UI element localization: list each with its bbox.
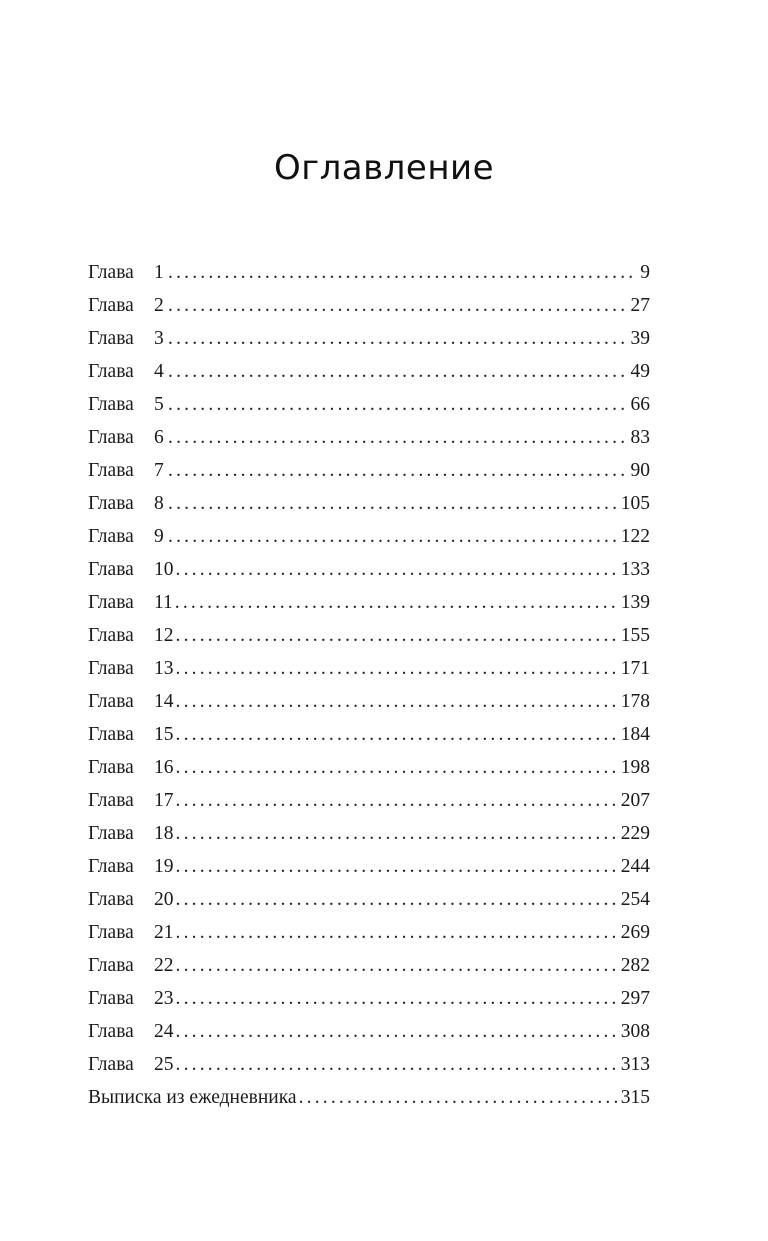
toc-entry[interactable] [88,916,650,949]
toc-entry-page-number: 297 [620,988,650,1009]
toc-entry-title: Глава [88,427,134,448]
toc-entry[interactable] [88,553,650,586]
table-of-contents [88,256,650,1114]
toc-entry[interactable] [88,520,650,553]
toc-entry-title: Глава [88,559,134,580]
toc-entry-page-number: 244 [620,856,650,877]
toc-entry-label [88,289,166,322]
toc-entry-label [88,1081,297,1114]
toc-entry[interactable] [88,883,650,916]
dot-leader [176,916,617,949]
toc-entry-chapter-number: 4 [154,361,164,382]
toc-entry-page-number: 105 [620,493,650,514]
toc-entry-chapter-number: 21 [154,922,174,943]
toc-entry-page-number: 171 [620,658,650,679]
toc-entry-title: Глава [88,889,134,910]
toc-entry-label [88,454,166,487]
toc-entry-chapter-number: 6 [154,427,164,448]
toc-entry-title: Глава [88,394,134,415]
toc-entry-label [88,652,174,685]
toc-entry-title: Глава [88,328,134,349]
toc-entry-page-number: 313 [620,1054,650,1075]
toc-entry[interactable] [88,652,650,685]
dot-leader [168,355,627,388]
toc-entry-chapter-number: 12 [154,625,174,646]
toc-entry-page-number: 229 [620,823,650,844]
toc-entry-page-number: 133 [620,559,650,580]
toc-entry-page-number: 139 [620,592,650,613]
toc-entry-chapter-number: 2 [154,295,164,316]
dot-leader [176,652,617,685]
toc-entry[interactable] [88,586,650,619]
dot-leader [176,1048,617,1081]
toc-entry-chapter-number: 15 [154,724,174,745]
toc-entry-chapter-number: 16 [154,757,174,778]
toc-entry-label [88,817,174,850]
toc-entry-chapter-number: 5 [154,394,164,415]
toc-entry-title: Глава [88,691,134,712]
toc-entry-label [88,784,174,817]
toc-entry[interactable] [88,1048,650,1081]
dot-leader [176,883,617,916]
toc-entry[interactable] [88,388,650,421]
toc-entry[interactable] [88,1015,650,1048]
dot-leader [168,487,617,520]
dot-leader [299,1081,617,1114]
toc-entry[interactable] [88,949,650,982]
toc-entry-chapter-number: 9 [154,526,164,547]
toc-entry-label [88,421,166,454]
toc-entry-title: Глава [88,856,134,877]
toc-entry-chapter-number: 17 [154,790,174,811]
dot-leader [168,388,627,421]
toc-entry-title: Выписка из ежедневника [88,1087,297,1108]
dot-leader [176,553,617,586]
toc-entry-label [88,553,174,586]
toc-entry-chapter-number: 18 [154,823,174,844]
toc-entry-page-number: 66 [630,394,650,415]
toc-entry-chapter-number: 3 [154,328,164,349]
toc-entry-title: Глава [88,724,134,745]
dot-leader [175,586,617,619]
dot-leader [168,256,636,289]
toc-entry-label [88,520,166,553]
toc-entry-title: Глава [88,823,134,844]
dot-leader [168,421,627,454]
toc-entry-title: Глава [88,361,134,382]
toc-entry-title: Глава [88,625,134,646]
toc-entry-label [88,1015,174,1048]
toc-entry-title: Глава [88,1054,134,1075]
toc-entry-label [88,1048,174,1081]
toc-entry-page-number: 178 [620,691,650,712]
toc-entry-label [88,487,166,520]
toc-entry[interactable] [88,784,650,817]
toc-entry-page-number: 282 [620,955,650,976]
toc-entry[interactable] [88,322,650,355]
toc-entry[interactable] [88,1081,650,1114]
toc-entry-page-number: 207 [620,790,650,811]
toc-entry-chapter-number: 10 [154,559,174,580]
toc-entry[interactable] [88,718,650,751]
toc-entry[interactable] [88,289,650,322]
toc-entry[interactable] [88,817,650,850]
toc-entry[interactable] [88,487,650,520]
toc-entry[interactable] [88,850,650,883]
toc-entry-page-number: 269 [620,922,650,943]
toc-entry-label [88,850,174,883]
toc-entry-chapter-number: 11 [154,592,173,613]
toc-entry-chapter-number: 7 [154,460,164,481]
toc-entry-label [88,685,174,718]
toc-entry-label [88,718,174,751]
dot-leader [176,718,617,751]
toc-entry-title: Глава [88,493,134,514]
page-title: Оглавление [273,148,495,188]
toc-entry-chapter-number: 13 [154,658,174,679]
toc-entry-page-number: 122 [620,526,650,547]
toc-entry-page-number: 155 [620,625,650,646]
toc-entry[interactable] [88,751,650,784]
toc-entry-chapter-number: 22 [154,955,174,976]
toc-entry-chapter-number: 8 [154,493,164,514]
toc-entry-label [88,751,174,784]
toc-entry-title: Глава [88,592,134,613]
toc-entry-label [88,883,174,916]
toc-entry-chapter-number: 14 [154,691,174,712]
toc-entry-title: Глава [88,988,134,1009]
toc-entry-label [88,256,166,289]
toc-entry-title: Глава [88,460,134,481]
dot-leader [176,751,617,784]
toc-entry-chapter-number: 19 [154,856,174,877]
dot-leader [176,619,617,652]
dot-leader [176,949,617,982]
toc-entry-page-number: 315 [620,1087,650,1108]
toc-entry-page-number: 254 [620,889,650,910]
toc-entry-page-number: 90 [630,460,650,481]
toc-entry-page-number: 83 [630,427,650,448]
dot-leader [176,685,617,718]
toc-entry-label [88,388,166,421]
toc-entry-page-number: 198 [620,757,650,778]
toc-entry-page-number: 9 [640,262,650,283]
dot-leader [168,289,627,322]
toc-entry-page-number: 184 [620,724,650,745]
toc-entry-page-number: 39 [630,328,650,349]
toc-entry-title: Глава [88,658,134,679]
toc-entry[interactable] [88,685,650,718]
toc-entry-chapter-number: 25 [154,1054,174,1075]
toc-entry-title: Глава [88,262,134,283]
toc-entry-title: Глава [88,922,134,943]
dot-leader [176,817,617,850]
toc-entry[interactable] [88,355,650,388]
toc-entry-chapter-number: 23 [154,988,174,1009]
toc-entry-title: Глава [88,790,134,811]
toc-entry-title: Глава [88,1021,134,1042]
toc-entry-label [88,355,166,388]
toc-entry[interactable] [88,421,650,454]
toc-entry-title: Глава [88,757,134,778]
dot-leader [176,982,617,1015]
toc-entry[interactable] [88,454,650,487]
toc-entry-label [88,322,166,355]
toc-entry-chapter-number: 24 [154,1021,174,1042]
toc-entry-page-number: 308 [620,1021,650,1042]
dot-leader [176,784,617,817]
toc-entry-title: Глава [88,526,134,547]
toc-entry-label [88,586,173,619]
toc-entry-page-number: 49 [630,361,650,382]
toc-entry[interactable] [88,256,650,289]
dot-leader [168,520,617,553]
toc-entry-title: Глава [88,955,134,976]
toc-entry[interactable] [88,619,650,652]
toc-entry-chapter-number: 1 [154,262,164,283]
toc-entry-label [88,949,174,982]
toc-entry[interactable] [88,982,650,1015]
toc-entry-page-number: 27 [630,295,650,316]
dot-leader [176,850,617,883]
toc-entry-label [88,982,174,1015]
dot-leader [168,454,627,487]
toc-entry-label [88,916,174,949]
toc-entry-chapter-number: 20 [154,889,174,910]
toc-entry-title: Глава [88,295,134,316]
toc-entry-label [88,619,174,652]
dot-leader [176,1015,617,1048]
dot-leader [168,322,627,355]
